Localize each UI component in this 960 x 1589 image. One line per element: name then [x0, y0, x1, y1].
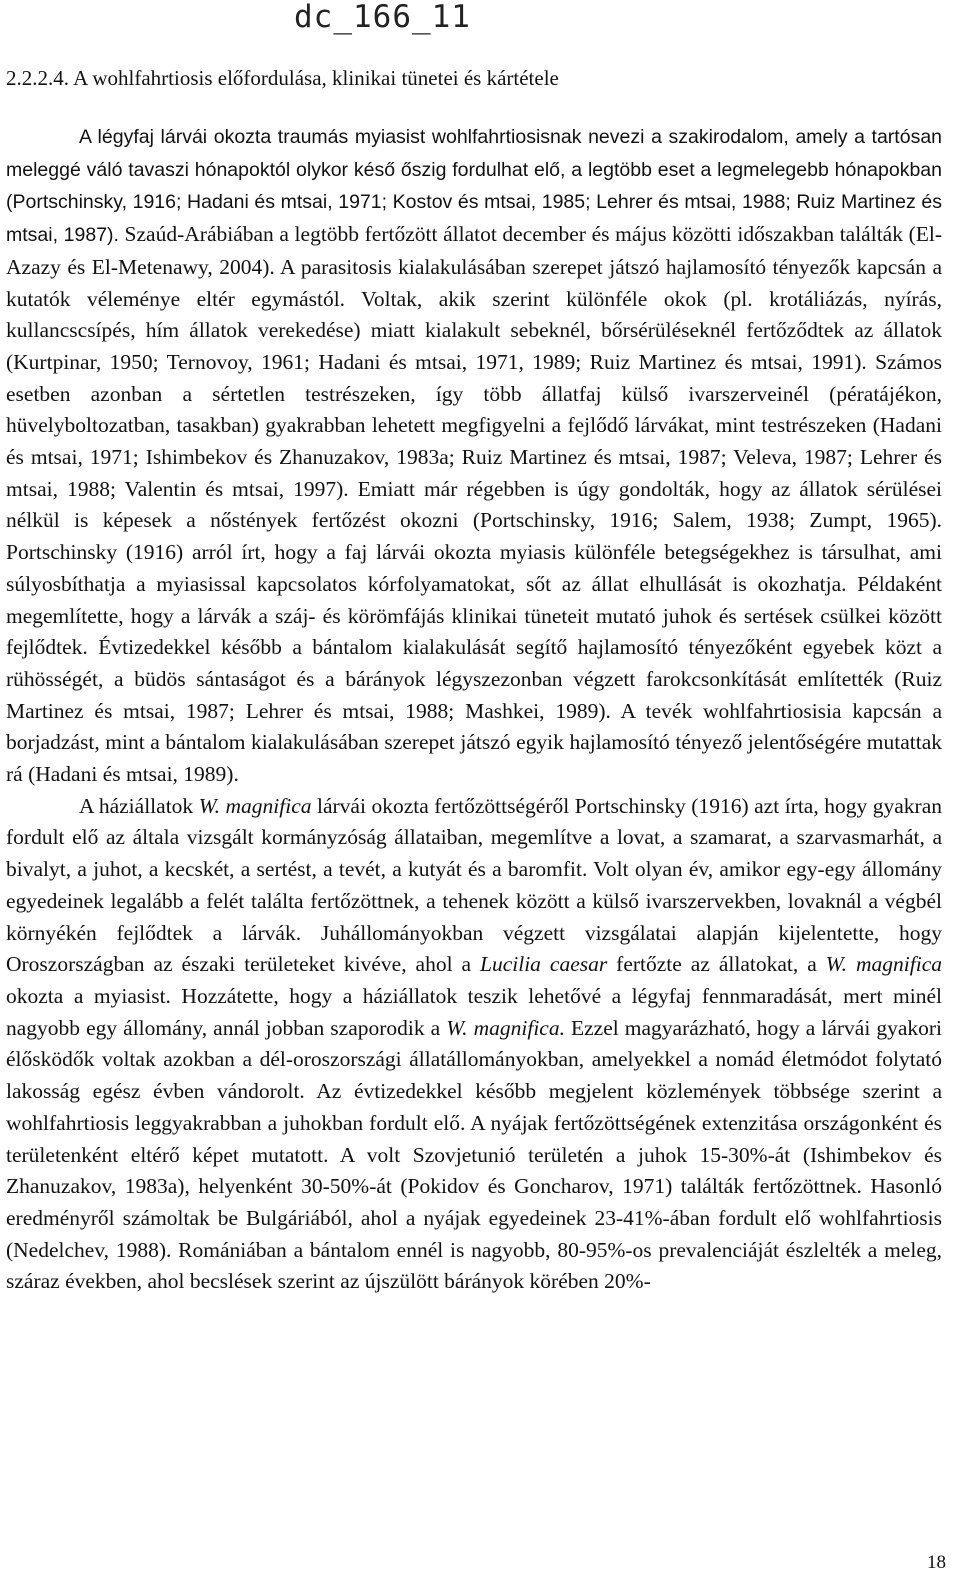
paragraph-1-seasonality: amely a tartósan meleggé váló tavaszi hónapoktól olykor késő őszig fordulhat elő, a legtöbb eset a legmelegebb hónapokban (Portschinsky, 1916; Hadani és mtsai, 1971; Kostov és mtsai, 1985; Lehrer és mtsai, 1988; Ruiz Martinez és mtsai, 1987).: [6, 126, 943, 247]
document-code-header: dc_166_11: [294, 0, 471, 35]
paragraph-2-text-a: A háziállatok: [79, 793, 199, 818]
page-number: 18: [927, 1552, 946, 1573]
paragraph-domestic-animals: [6, 791, 942, 1298]
species-name-italic: W. magnifica: [825, 952, 942, 977]
paragraph-1-intro: A légyfaj lárvái okozta traumás myiasist wohlfahrtiosisnak nevezi a szakirodalom,: [79, 126, 796, 148]
species-name-italic: W. magnifica: [198, 793, 312, 818]
species-name-italic: W. magnifica.: [446, 1015, 565, 1040]
paragraph-1-body: Szaúd-Arábiában a legtöbb fertőzött állatot december és május közötti időszakban találták (El-Azazy és El-Metenawy, 2004). A parasitosis kialakulásában szerepet játszó hajlamosító tényezők kapcsán a kutatók véleménye eltér egymástól. Voltak, akik szerint különféle okok (pl. krotáliázás, nyírás, kullancscsípés, hím állatok verekedése) miatt kialakult sebeknél, bőrsérüléseknél fertőződtek az állatok (Kurtpinar, 1950; Ternovoy, 1961; Hadani és mtsai, 1971, 1989; Ruiz Martinez és mtsai, 1991). Számos esetben azonban a sértetlen testrészeken, így több állatfaj külső ivarszerveinél (pératájékon, hüvelyboltozatban, tasakban) gyakrabban lehetett megfigyelni a fejlődő lárvákat, mint testrészeken (Hadani és mtsai, 1971; Ishimbekov és Zhanuzakov, 1983a; Ruiz Martinez és mtsai, 1987; Veleva, 1987; Lehrer és mtsai, 1988; Valentin és mtsai, 1997). Emiatt már régebben is úgy gondolták, hogy az állatok sérülései nélkül is képesek a nőstények fertőzést okozni (Portschinsky, 1916; Salem, 1938; Zumpt, 1965). Portschinsky (1916) arról írt, hogy a faj lárvái okozta myiasis különféle betegségekhez is társulhat, ami súlyosbíthatja a myiasissal kapcsolatos kórfolyamatokat, sőt az állat elhullását is okozhatja. Példaként megemlítette, hogy a lárvák a száj- és körömfájás klinikai tüneteit mutató juhok és sertések csülkei között fejlődtek. Évtizedekkel később a bántalom kialakulását segítő hajlamosító tényezőként egyebek közt a rühösségét, a büdös sántaságot és a bárányok légyszezonban végzett farokcsonkítását említették (Ruiz Martinez és mtsai, 1987; Lehrer és mtsai, 1988; Mashkei, 1989). A tevék wohlfahrtiosisia kapcsán a borjadzást, mint a bántalom kialakulásában szerepet játszó egyik hajlamosító tényező jelentőségére mutattak rá (Hadani és mtsai, 1989).: [6, 222, 942, 787]
section-heading: 2.2.2.4. A wohlfahrtiosis előfordulása, klinikai tünetei és kártétele: [6, 66, 559, 90]
document-body: [6, 121, 942, 1298]
paragraph-2-text-d: okozta a myiasist. Hozzátette, hogy a háziállatok teszik lehetővé a légyfaj fennmaradását, mert minél nagyobb egy állomány, annál jobban szaporodik a: [6, 983, 942, 1040]
species-name-italic: Lucilia caesar: [480, 952, 608, 977]
paragraph-wohlfahrtiosis-occurrence: [6, 121, 942, 791]
paragraph-2-text-c: fertőzte az állatokat, a: [607, 952, 826, 977]
paragraph-2-text-b: lárvái okozta fertőzöttségéről Portschinsky (1916) azt írta, hogy gyakran fordult elő az általa vizsgált kormányzóság állataiban, megemlítve a lovat, a szamarat, a szarvasmarhát, a bivalyt, a juhot, a kecskét, a sertést, a tevét, a kutyát és a baromfit. Volt olyan év, amikor egy-egy állomány egyedeinek legalább a felét találta fertőzöttnek, a tehenek között a külső ivarszervekben, lovaknál a végbél környékén fejlődtek a lárvák. Juhállományokban végzett vizsgálatai alapján kijelentette, hogy Oroszországban az északi területeket kivéve, ahol a: [6, 793, 942, 977]
paragraph-2-text-e: Ezzel magyarázható, hogy a lárvái gyakori élősködők voltak azokban a dél-oroszországi állatállományokban, amelyekkel a nomád életmódot folytató lakosság egész évben vándorolt. Az évtizedekkel később megjelent közlemények többsége szerint a wohlfahrtiosis leggyakrabban a juhokban fordult elő. A nyájak fertőzöttségének extenzitása országonként és területenként eltérő képet mutatott. A volt Szovjetunió területén a juhok 15-30%-át (Ishimbekov és Zhanuzakov, 1983a), helyenként 30-50%-át (Pokidov és Goncharov, 1971) találták fertőzöttnek. Hasonló eredményről számoltak be Bulgáriából, ahol a nyájak egyedeinek 23-41%-ában fordult elő wohlfahrtiosis (Nedelchev, 1988). Romániában a bántalom ennél is nagyobb, 80-95%-os prevalenciáját észlelték a meleg, száraz években, ahol becslések szerint az újszülött bárányok körében 20%-: [6, 1015, 942, 1294]
